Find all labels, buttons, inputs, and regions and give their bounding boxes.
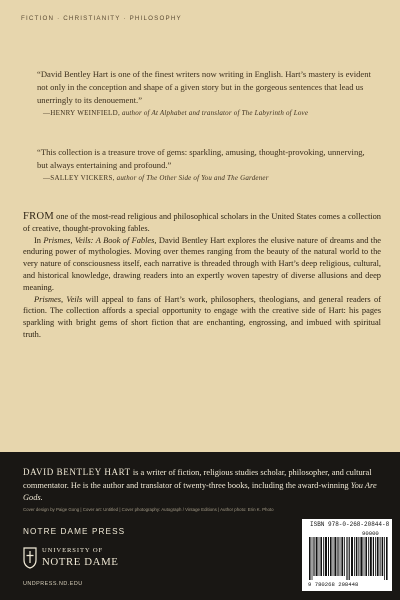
genre-line: FICTION · CHRISTIANITY · PHILOSOPHY	[21, 15, 182, 22]
blurb-author-role: author of The Other Side of You and The Gardener	[116, 174, 269, 182]
blurb-author: —SALLEY VICKERS,	[43, 174, 115, 182]
author-bio	[23, 466, 381, 505]
author-name: DAVID BENTLEY HART	[23, 467, 131, 477]
university-name-line-1: UNIVERSITY OF	[42, 547, 104, 554]
blurb-author: —HENRY WEINFIELD,	[43, 109, 121, 117]
blurb-author-role: author of At Alphabet and translator of The Labyrinth of Love	[122, 109, 309, 117]
university-name-line-2: NOTRE DAME	[42, 556, 119, 568]
price-code: 90000	[362, 530, 379, 537]
bio-text: is a writer of fiction, religious studies scholar, philosopher, and cultural commentator. He is the author and translator of twenty-three books, including the award-winning	[23, 468, 372, 490]
press-name: NOTRE DAME PRESS	[23, 527, 126, 536]
book-title: Prismes, Veils	[34, 294, 83, 304]
description-text: In	[34, 235, 41, 245]
bio-book-title: You Are Gods.	[23, 480, 377, 502]
drop-cap: FROM	[23, 211, 54, 222]
blurb-quote-1	[37, 68, 372, 120]
blurb-quote-2	[37, 146, 372, 185]
book-title: Prismes, Veils: A Book of Fables,	[43, 235, 157, 245]
description-paragraph-1	[23, 211, 381, 235]
description-text: David Bentley Hart explores the elusive nature of dreams and the enduring power of mythologies. Moving over themes ranging from the beauty of the natural world to the very nature of consciousness itself, each narrative is threaded through with Hart’s deep religious, cultural, and historical knowledge, drawing readers into an expertly woven tapestry of diverse allusions and deep meaning.	[23, 235, 382, 292]
description-text: one of the most-read religious and philosophical scholars in the United States comes a collection of creative, thought-provoking fables.	[23, 212, 381, 233]
blurb-text: “David Bentley Hart is one of the finest writers now writing in English. Hart’s mastery is evident not only in the conception and shape of a given story but in the gorgeous sentences that lead us unerringly to its denouement.”	[37, 69, 371, 105]
blurb-attribution	[43, 172, 372, 185]
description-text: will appeal to fans of Hart’s work, philosophers, theologians, and general readers of fiction. The collection affords a special opportunity to engage with the creative side of Hart: his pages sparkling with bright gems of short fiction that are enchanting, engrossing, and imbued with spiritual truth.	[23, 294, 381, 339]
isbn-label: ISBN 978-0-268-20844-8	[310, 521, 390, 528]
barcode-icon	[309, 537, 389, 580]
description-paragraph-3	[23, 294, 381, 341]
cover-credits: Cover design by Paige Gong | Cover art: Untitled | Cover photography: Autograph / Vintage Editions | Author photo: Erin K. Photo	[23, 507, 274, 512]
university-shield-icon	[23, 547, 37, 569]
blurb-text: “This collection is a treasure trove of gems: sparkling, amusing, thought-provoking, unnerving, but always entertaining and profound.”	[37, 147, 365, 170]
book-description	[23, 211, 381, 341]
description-paragraph-2	[23, 235, 381, 294]
press-website: UNDPRESS.ND.EDU	[23, 581, 83, 587]
blurb-attribution	[43, 107, 372, 120]
ean-number: 9 780268 208448	[308, 581, 359, 588]
